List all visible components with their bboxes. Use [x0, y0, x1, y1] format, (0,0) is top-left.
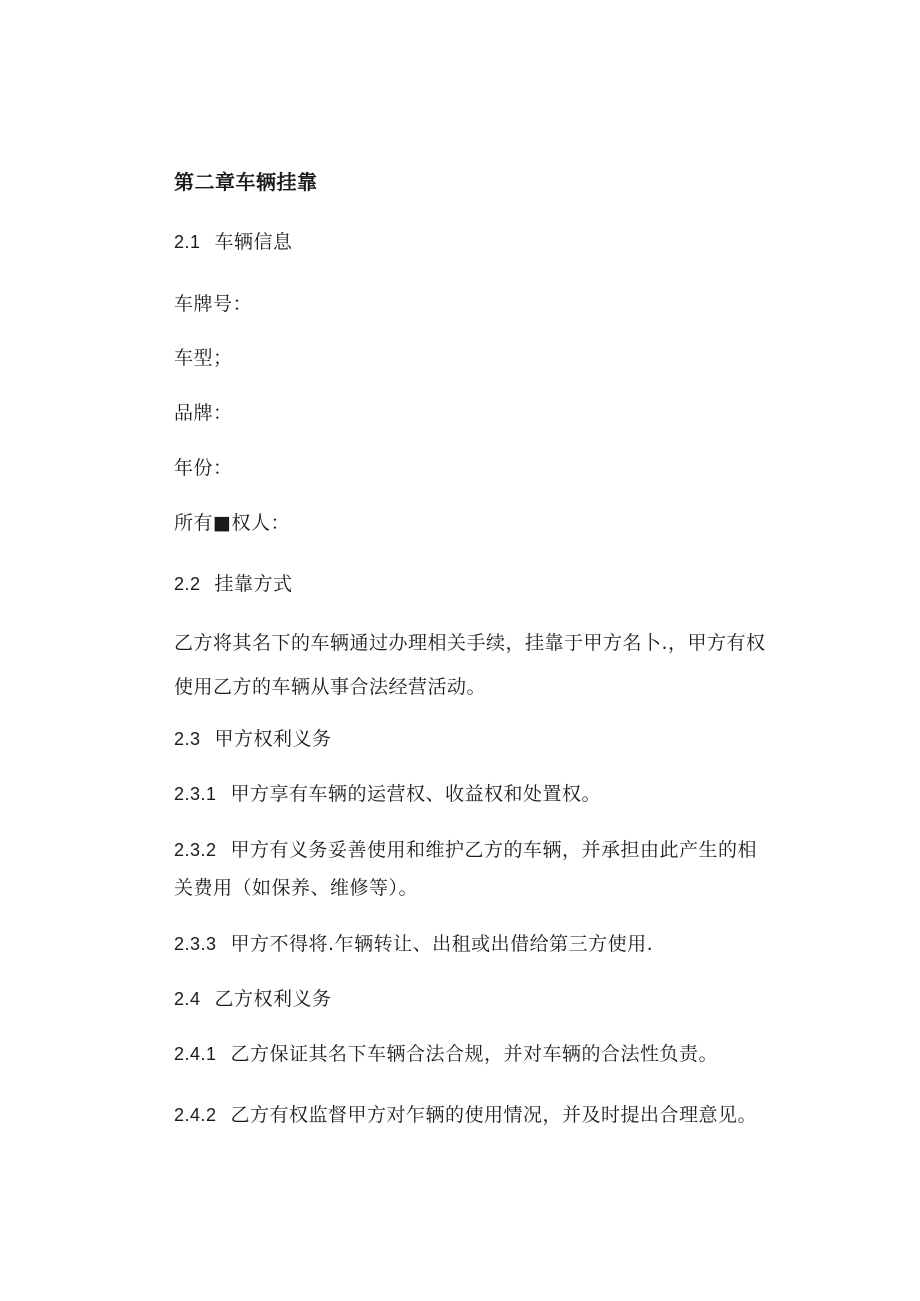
section-label: 甲方不得将.乍辆转让、出租或出借给第三方使用. — [230, 933, 654, 955]
section-number: 2.4.1 — [174, 1044, 217, 1064]
section-label: 甲方权利义务 — [214, 728, 332, 750]
affiliation-text-line-1: 乙方将其名下的车辆通过办理相关手续，挂靠于甲方名卜.，甲方有权 — [174, 632, 766, 654]
section-label: 挂靠方式 — [214, 573, 293, 595]
section-label: 乙方保证其名下车辆合法合规，并对车辆的合法性负责。 — [230, 1043, 719, 1065]
section-number: 2.3 — [174, 729, 201, 749]
field-plate: 车牌号： — [174, 293, 253, 315]
section-number: 2.3.2 — [174, 840, 217, 860]
section-label: 甲方有义务妥善使用和维护乙方的车辆，并承担由此产生的相 — [230, 839, 758, 861]
section-2-3-2 — [174, 838, 757, 862]
section-2-3 — [174, 727, 332, 751]
field-owner: 所有■权人： — [174, 512, 290, 534]
section-number: 2.1 — [174, 232, 201, 252]
chapter-title: 第二章车辆挂靠 — [174, 170, 318, 194]
section-2-4-1 — [174, 1042, 718, 1066]
field-year: 年份： — [174, 457, 233, 479]
section-2-3-3 — [174, 932, 653, 956]
section-number: 2.4.2 — [174, 1105, 217, 1125]
section-2-1 — [174, 230, 293, 254]
section-number: 2.2 — [174, 574, 201, 594]
section-label: 乙方有权监督甲方对乍辆的使用情况，并及时提出合理意见。 — [230, 1104, 758, 1126]
section-2-4 — [174, 987, 332, 1011]
affiliation-text-line-2: 使用乙方的车辆从事合法经营活动。 — [174, 676, 487, 698]
section-number: 2.3.1 — [174, 784, 217, 804]
section-2-4-2 — [174, 1103, 757, 1127]
section-number: 2.4 — [174, 989, 201, 1009]
section-number: 2.3.3 — [174, 934, 217, 954]
field-model: 车型； — [174, 347, 233, 369]
section-label: 车辆信息 — [214, 231, 293, 253]
section-2-2 — [174, 572, 293, 596]
section-2-3-1 — [174, 782, 601, 806]
section-label: 乙方权利义务 — [214, 988, 332, 1010]
section-2-3-2-continuation: 关费用（如保养、维修等）。 — [174, 877, 419, 899]
section-label: 甲方享有车辆的运营权、收益权和处置权。 — [230, 783, 602, 805]
field-brand: 品牌： — [174, 402, 233, 424]
